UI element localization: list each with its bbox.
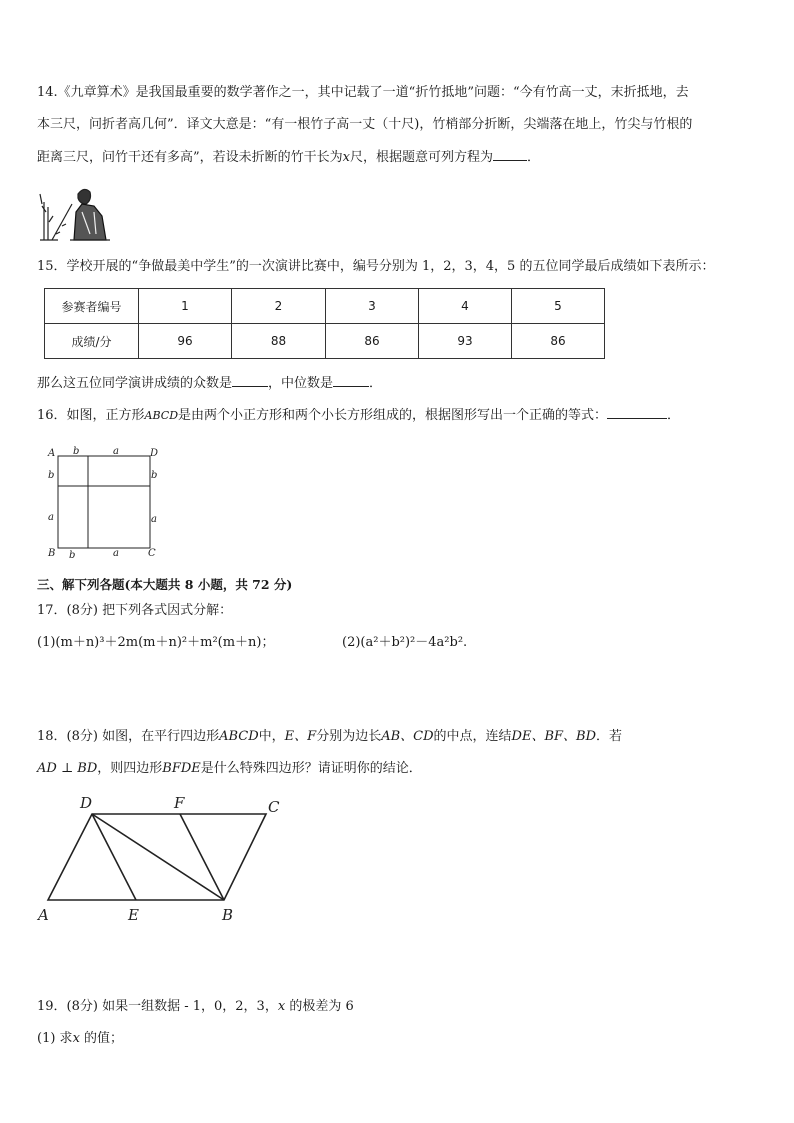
q14-line2: 本三尺，问折者高几何”．译文大意是：“有一根竹子高一丈（十尺)，竹梢部分折断，尖端落在地上，竹尖与竹根的 — [37, 117, 693, 132]
vertex-b-label: B — [48, 548, 56, 559]
q16-answer-blank[interactable] — [607, 406, 667, 419]
q15-median-blank[interactable] — [333, 374, 369, 387]
bamboo-scholar-illustration — [38, 182, 112, 242]
table-cell: 5 — [512, 289, 605, 324]
q18-text-g: 是什么特殊四边形？请证明你的结论． — [200, 761, 422, 776]
q18-text-b: 中， — [258, 729, 285, 744]
point-e-label: E — [128, 906, 139, 924]
table-header-id: 参赛者编号 — [45, 289, 139, 324]
q19-var-x: x — [277, 999, 286, 1014]
q15-question-end: ． — [369, 376, 383, 391]
bottom-b-label: b — [69, 550, 76, 561]
bottom-a-label: a — [113, 548, 119, 559]
right-b-label: b — [151, 470, 158, 481]
q14-line3-text-a: 距离三尺，问竹干还有多高”，若设未折断的竹干长为 — [37, 150, 343, 165]
q16-abcd: ABCD — [144, 409, 179, 422]
q19-stem-a: 19．(8分) 如果一组数据 - 1，0，2，3， — [37, 999, 278, 1014]
left-b-label: b — [48, 470, 55, 481]
q16-text-b: 是由两个小正方形和两个小长方形组成的，根据图形写出一个正确的等式： — [178, 408, 608, 423]
q18-sides: AB、CD — [381, 729, 434, 744]
left-a-label: a — [48, 512, 54, 523]
table-cell: 3 — [326, 289, 419, 324]
table-cell: 86 — [512, 324, 605, 359]
point-c-label: C — [268, 798, 280, 816]
point-d-label: D — [80, 794, 93, 812]
q14-answer-blank[interactable] — [493, 148, 527, 161]
q18-line2 — [37, 760, 422, 778]
q16-text-end: ． — [667, 408, 681, 423]
table-cell: 4 — [419, 289, 512, 324]
square-diagram — [40, 444, 170, 562]
q19-part1-var: x — [72, 1031, 80, 1046]
q19-stem — [37, 998, 354, 1016]
table-header-score: 成绩/分 — [45, 324, 139, 359]
table-cell: 88 — [232, 324, 326, 359]
q18-line1 — [37, 728, 622, 746]
q18-text-a: 18．(8分) 如图，在平行四边形 — [37, 729, 220, 744]
q19-part1 — [37, 1030, 123, 1048]
q18-bfde: BFDE — [162, 761, 201, 776]
parallelogram-diagram — [36, 790, 296, 930]
vertex-c-label: C — [148, 548, 156, 559]
segment-bd — [92, 814, 224, 900]
q14-line1: 14.《九章算术》是我国最重要的数学著作之一，其中记载了一道“折竹抵地”问题：“今有竹高一丈，末折抵地，去 — [37, 85, 689, 100]
right-a-label: a — [151, 514, 157, 525]
table-cell: 86 — [326, 324, 419, 359]
q17-stem: 17．(8分) 把下列各式因式分解： — [37, 603, 233, 618]
q18-ef: E、F — [284, 729, 317, 744]
q18-text-e: ．若 — [596, 729, 623, 744]
q19-part1-b: 的值； — [79, 1031, 124, 1046]
q19-part1-a: (1) 求 — [37, 1031, 73, 1046]
q15-question-b: ，中位数是 — [268, 376, 334, 391]
q14-line3 — [37, 148, 540, 167]
q15-mode-blank[interactable] — [232, 374, 268, 387]
q16-text-a: 16．如图，正方形 — [37, 408, 145, 423]
q14-var-x: x — [342, 150, 350, 165]
q15-question — [37, 374, 382, 393]
q14-line3-text-b: 尺，根据题意可列方程为 — [350, 150, 494, 165]
q14-line3-end: ． — [527, 150, 541, 165]
q18-abcd: ABCD — [219, 729, 259, 744]
q18-text-c: 分别为边长 — [316, 729, 382, 744]
top-b-label: b — [73, 446, 80, 457]
table-cell: 96 — [139, 324, 232, 359]
point-b-label: B — [222, 906, 234, 924]
table-row — [45, 324, 605, 359]
vertex-a-label: A — [48, 448, 56, 459]
q19-stem-b: 的极差为 6 — [285, 999, 354, 1014]
scores-table — [44, 288, 605, 359]
q18-condition: AD ⊥ BD — [37, 761, 98, 776]
table-cell: 2 — [232, 289, 326, 324]
q16-text — [37, 406, 680, 425]
q18-text-d: 的中点，连结 — [433, 729, 512, 744]
top-a-label: a — [113, 446, 119, 457]
q18-segments: DE、BF、BD — [511, 729, 596, 744]
table-row — [45, 289, 605, 324]
segment-bf — [180, 814, 224, 900]
table-cell: 93 — [419, 324, 512, 359]
q17-part2: (2)(a²＋b²)²－4a²b². — [342, 635, 468, 650]
section-3-heading: 三、解下列各题(本大题共 8 小题，共 72 分) — [37, 577, 293, 592]
point-f-label: F — [174, 794, 185, 812]
table-cell: 1 — [139, 289, 232, 324]
outer-square — [58, 456, 150, 548]
q15-question-a: 那么这五位同学演讲成绩的众数是 — [37, 376, 233, 391]
segment-de — [92, 814, 136, 900]
point-a-label: A — [38, 906, 49, 924]
q15-intro: 15．学校开展的“争做最美中学生”的一次演讲比赛中，编号分别为 1，2，3，4，5 的五位同学最后成绩如下表所示： — [37, 259, 715, 274]
q18-text-f: ，则四边形 — [97, 761, 163, 776]
vertex-d-label: D — [150, 448, 159, 459]
q17-part1: (1)(m＋n)³＋2m(m＋n)²＋m²(m＋n)； — [37, 635, 275, 650]
